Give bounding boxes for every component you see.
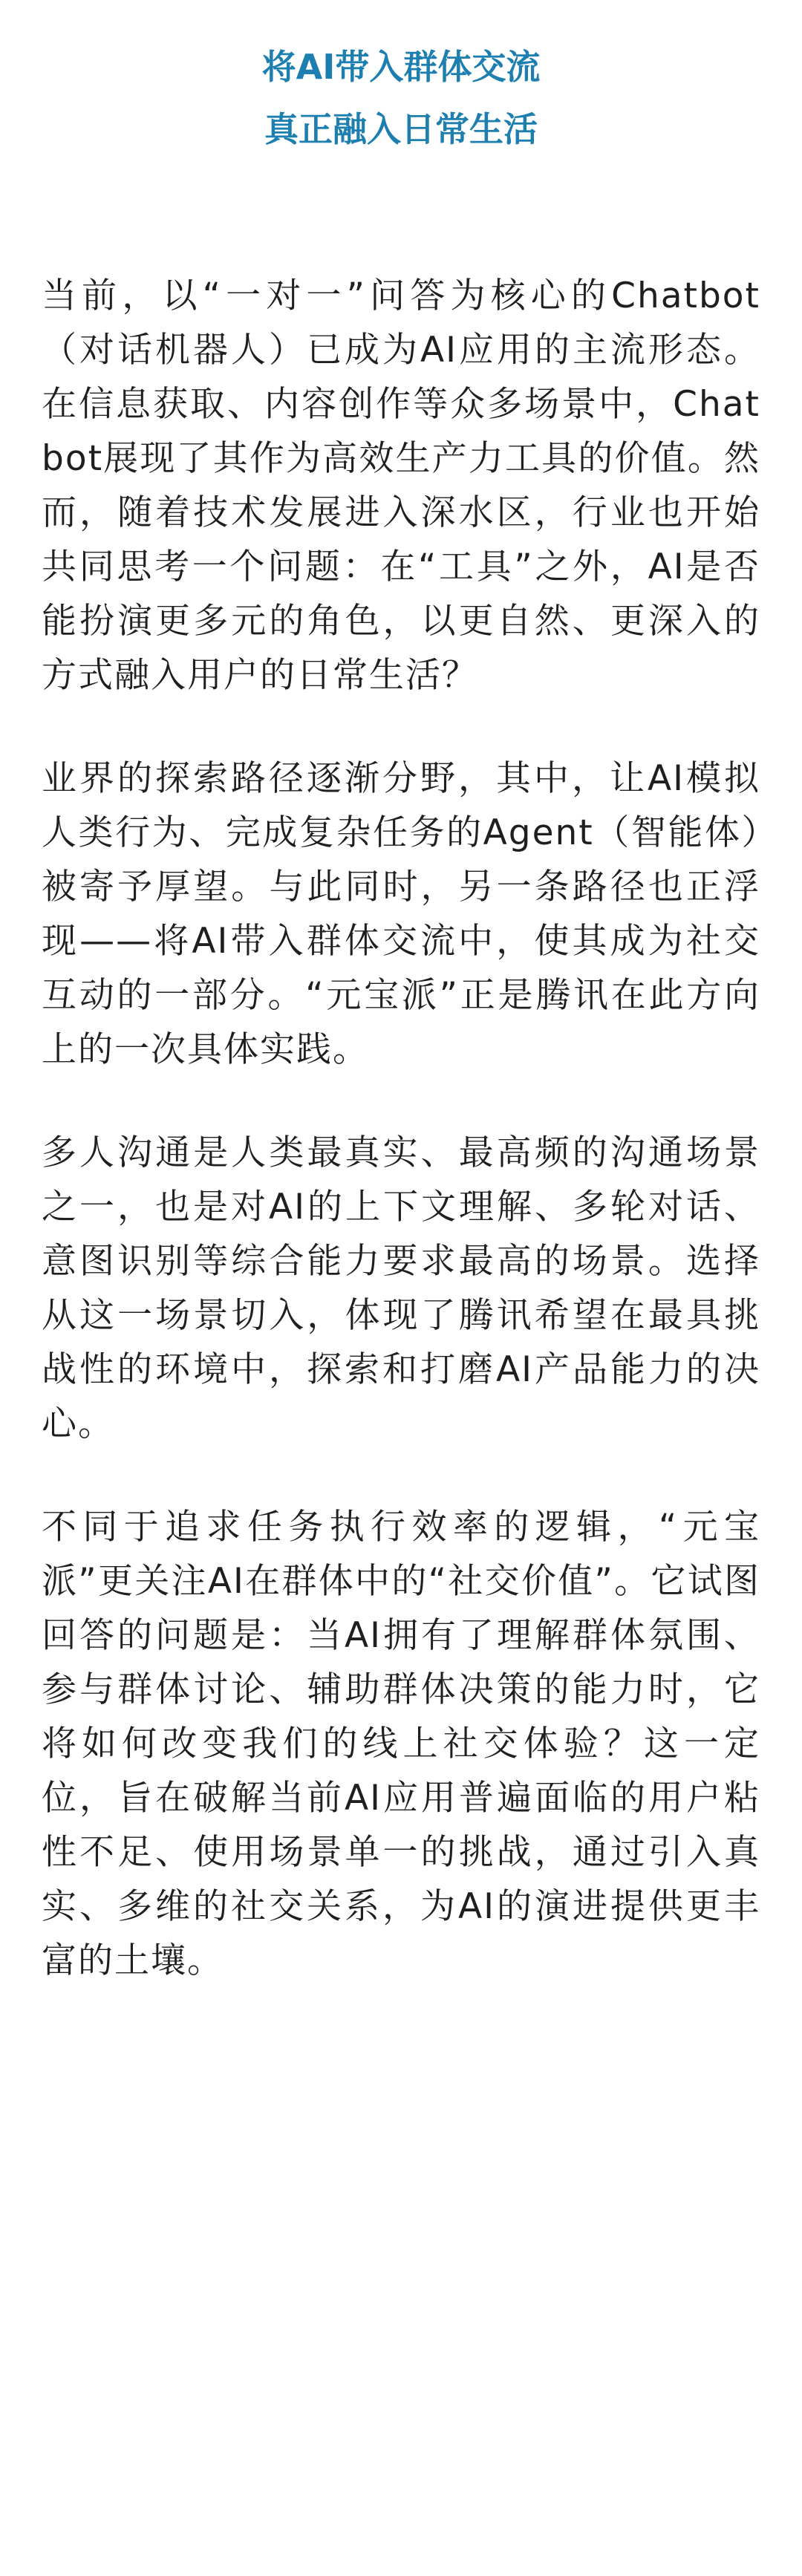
paragraph-1: 当前，以“一对一”问答为核心的Chatbot（对话机器人）已成为AI应用的主流形态。在信息获取、内容创作等众多场景中，Chatbot展现了其作为高效生产力工具的价值。然而，随着技术发展进入深水区，行业也开始共同思考一个问题：在“工具”之外，AI是否能扮演更多元的角色，以更自然、更深入的方式融入用户的日常生活？	[42, 275, 760, 696]
paragraph-3: 多人沟通是人类最真实、最高频的沟通场景之一，也是对AI的上下文理解、多轮对话、意图识别等综合能力要求最高的场景。选择从这一场景切入，体现了腾讯希望在最具挑战性的环境中，探索和打磨AI产品能力的决心。	[42, 1132, 760, 1444]
article-title	[42, 36, 760, 160]
title-line-1: 将AI带入群体交流	[261, 47, 541, 87]
title-line-2: 真正融入日常生活	[264, 109, 538, 149]
article-body	[42, 269, 760, 1988]
paragraph-2: 业界的探索路径逐渐分野，其中，让AI模拟人类行为、完成复杂任务的Agent（智能体）被寄予厚望。与此同时，另一条路径也正浮现——将AI带入群体交流中，使其成为社交互动的一部分。“元宝派”正是腾讯在此方向上的一次具体实践。	[42, 758, 760, 1070]
paragraph-4: 不同于追求任务执行效率的逻辑，“元宝派”更关注AI在群体中的“社交价值”。它试图回答的问题是：当AI拥有了理解群体氛围、参与群体讨论、辅助群体决策的能力时，它将如何改变我们的线上社交体验？这一定位，旨在破解当前AI应用普遍面临的用户粘性不足、使用场景单一的挑战，通过引入真实、多维的社交关系，为AI的演进提供更丰富的土壤。	[42, 1507, 760, 1981]
